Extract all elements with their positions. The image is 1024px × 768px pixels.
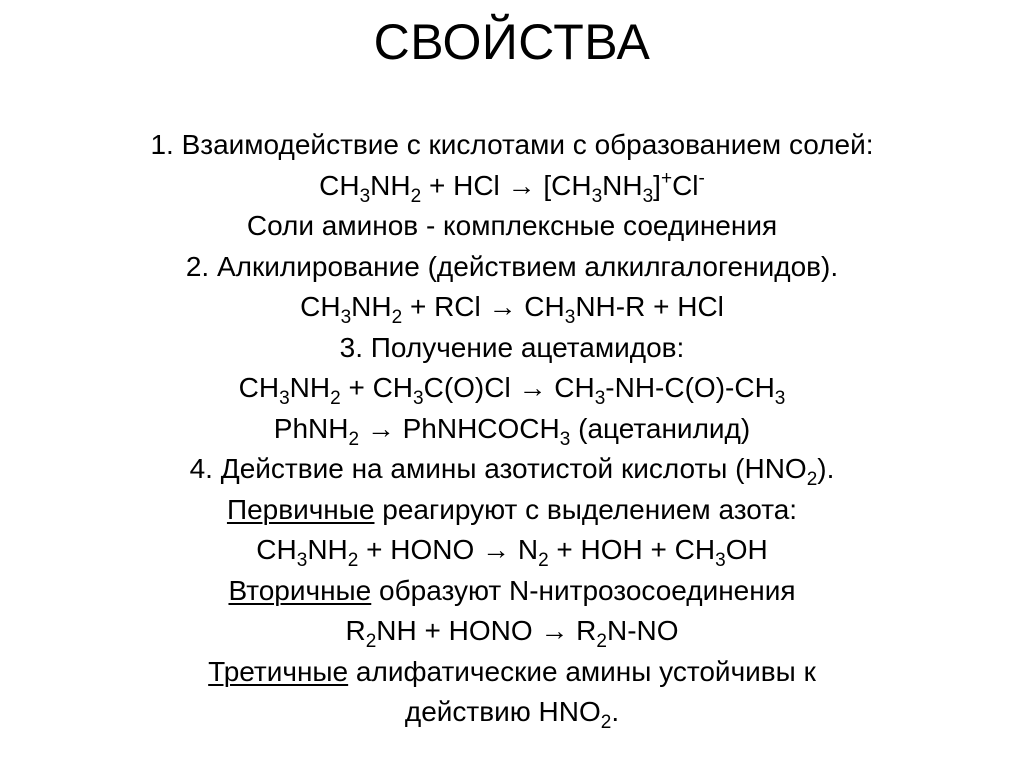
- content-line: [40, 368, 984, 409]
- content-line: [40, 125, 984, 166]
- text-segment: C(O)Cl → CH: [423, 372, 595, 403]
- subscript: 3: [594, 388, 606, 409]
- content-line: [40, 287, 984, 328]
- text-segment: 1. Взаимодействие с кислотами с образованием солей:: [150, 129, 874, 160]
- text-segment: R: [345, 615, 366, 646]
- text-segment: + RCl → CH: [402, 291, 565, 322]
- text-segment: NH: [307, 534, 348, 565]
- subscript: 3: [340, 307, 352, 328]
- text-segment: + CH: [340, 372, 414, 403]
- text-segment: → PhNHCOCH: [359, 412, 560, 444]
- content-line: [40, 652, 984, 693]
- text-segment: 3. Получение ацетамидов:: [339, 331, 685, 363]
- subscript: 2: [538, 550, 549, 571]
- text-segment: (ацетанилид): [570, 412, 751, 444]
- subscript: 3: [715, 550, 726, 571]
- subscript: 3: [559, 428, 571, 450]
- subscript: 2: [391, 307, 403, 328]
- subscript: 2: [596, 631, 607, 652]
- subscript: 2: [347, 550, 359, 571]
- text-segment: NH: [351, 291, 392, 322]
- text-segment: + HCl → [CH: [421, 169, 592, 201]
- text-segment: NH-R + HCl: [575, 291, 724, 322]
- content-line: [40, 490, 984, 531]
- content-line: [40, 449, 984, 490]
- text-segment: реагируют с выделением азота:: [374, 493, 798, 525]
- text-segment: алифатические амины устойчивы к: [348, 655, 816, 687]
- slide-content: [40, 125, 984, 733]
- text-segment: Соли аминов - комплексные соединения: [246, 210, 778, 241]
- underlined-term: Третичные: [208, 655, 349, 687]
- underlined-term: Первичные: [226, 493, 375, 525]
- text-segment: ).: [817, 453, 835, 484]
- text-segment: + HONO → N: [358, 534, 539, 565]
- subscript: 2: [410, 185, 422, 207]
- text-segment: PhNH: [273, 412, 349, 444]
- subscript: 3: [359, 185, 371, 207]
- content-line: [40, 166, 984, 207]
- content-line: [40, 206, 984, 247]
- subscript: 3: [564, 307, 576, 328]
- content-line: [40, 328, 984, 369]
- content-line: [40, 409, 984, 450]
- text-segment: + HOH + CH: [548, 534, 716, 565]
- text-segment: N-NO: [606, 615, 679, 646]
- text-segment: CH: [300, 291, 341, 322]
- text-segment: NH: [602, 169, 643, 201]
- text-segment: действию HNO: [404, 696, 601, 727]
- text-segment: Cl: [672, 169, 699, 201]
- content-line: [40, 611, 984, 652]
- text-segment: 4. Действие на амины азотистой кислоты (HNO: [189, 453, 807, 484]
- slide-title: СВОЙСТВА: [373, 14, 651, 70]
- underlined-term: Вторичные: [228, 574, 372, 606]
- subscript: 3: [591, 185, 603, 207]
- subscript: 2: [348, 428, 360, 450]
- text-segment: CH: [238, 372, 280, 403]
- subscript: 3: [296, 550, 308, 571]
- text-segment: .: [611, 696, 620, 727]
- subscript: 3: [413, 388, 424, 409]
- text-segment: NH: [370, 169, 411, 201]
- subscript: 3: [642, 185, 654, 207]
- text-segment: OH: [725, 534, 768, 565]
- subscript: 2: [365, 631, 377, 652]
- content-line: [40, 692, 984, 733]
- text-segment: 2. Алкилирование (действием алкилгалогенидов).: [185, 250, 839, 282]
- superscript: +: [660, 167, 673, 189]
- text-segment: NH: [289, 372, 331, 403]
- content-line: [40, 247, 984, 288]
- content-line: [40, 530, 984, 571]
- text-segment: образуют N-нитрозосоединения: [371, 574, 796, 606]
- subscript: 3: [279, 388, 290, 409]
- superscript: -: [698, 167, 705, 189]
- subscript: 2: [330, 388, 341, 409]
- text-segment: ]: [653, 169, 661, 201]
- text-segment: NH + HONO → R: [376, 615, 597, 646]
- content-line: [40, 571, 984, 612]
- text-segment: -NH-C(O)-CH: [605, 372, 775, 403]
- text-segment: CH: [256, 534, 297, 565]
- subscript: 2: [806, 469, 818, 490]
- subscript: 3: [774, 388, 786, 409]
- text-segment: CH: [319, 169, 360, 201]
- subscript: 2: [600, 712, 612, 733]
